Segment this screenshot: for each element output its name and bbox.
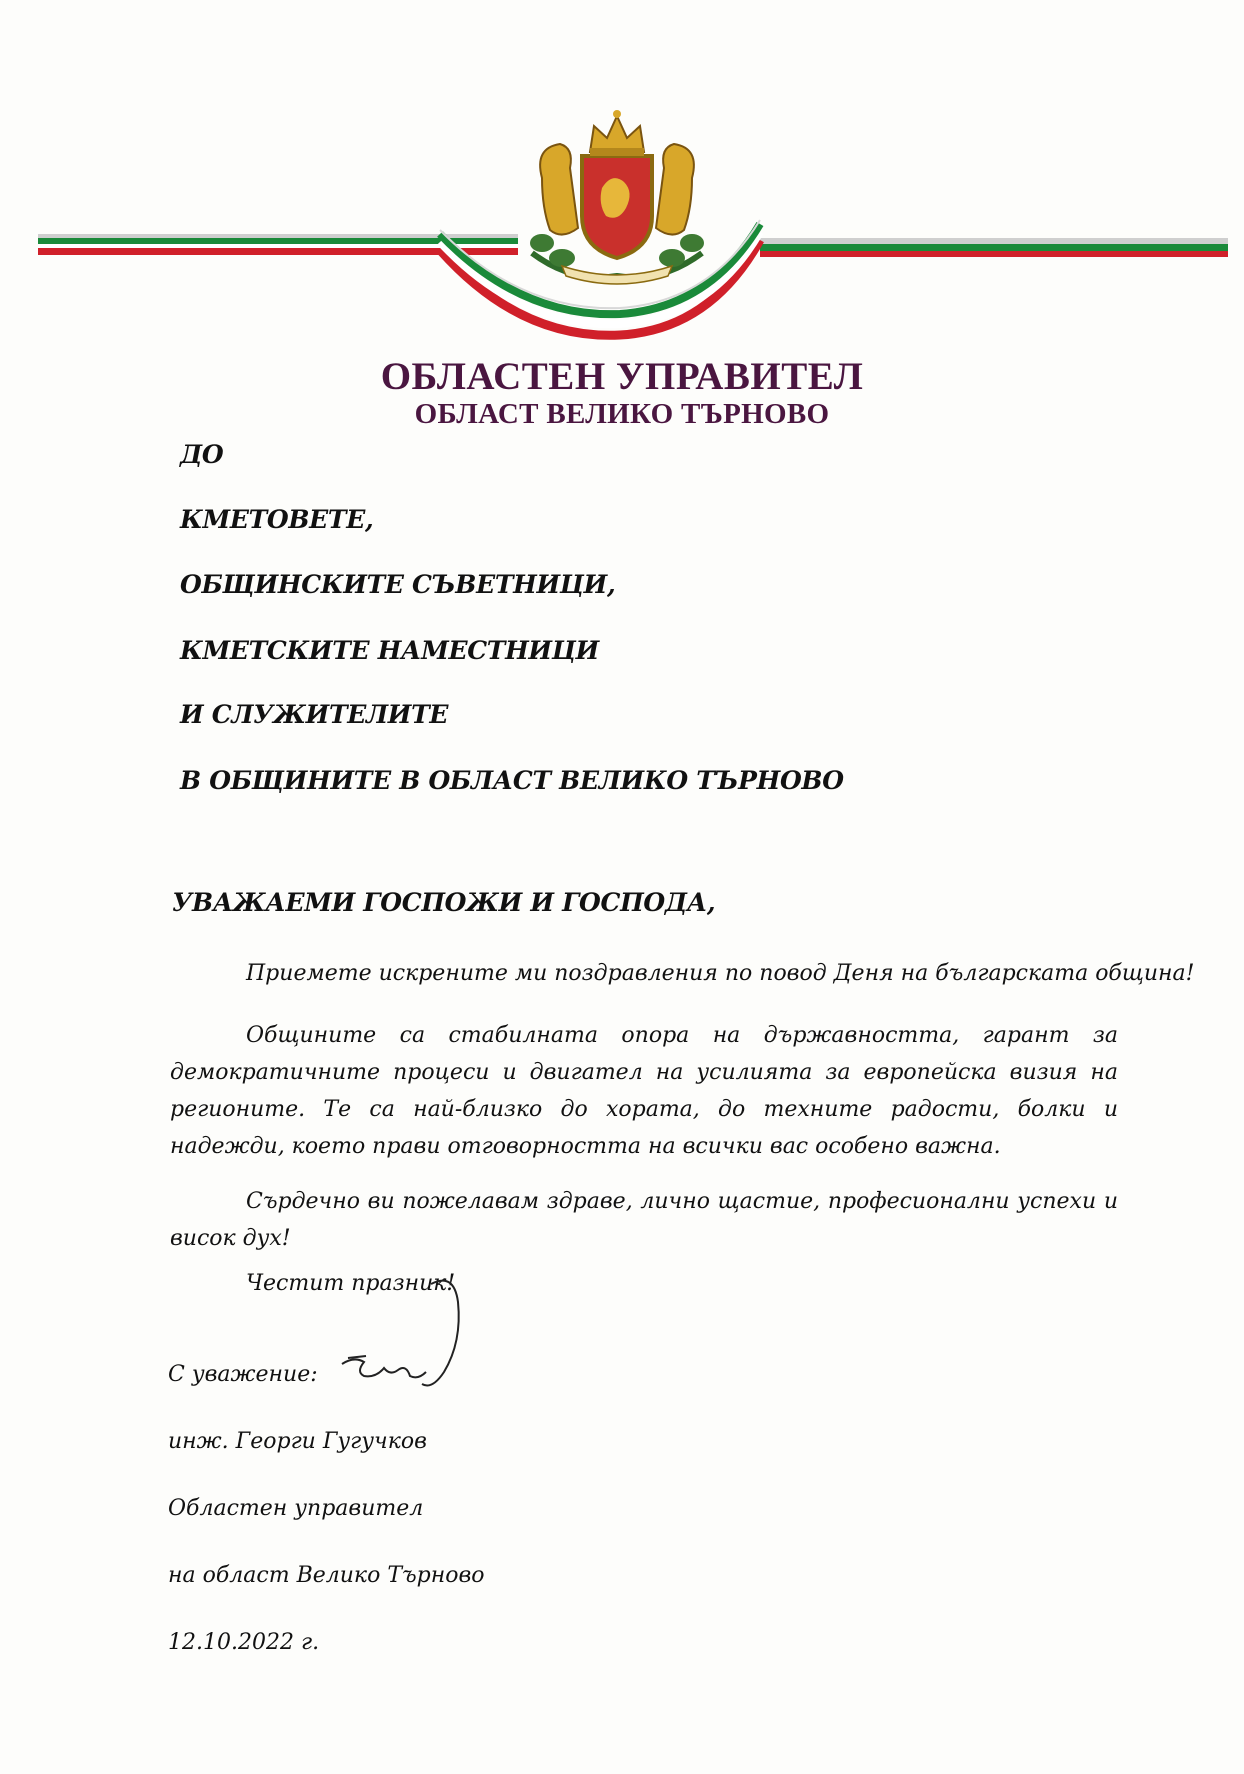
closing-regards: С уважение: <box>168 1362 318 1387</box>
addressee-line: КМЕТСКИТЕ НАМЕСТНИЦИ <box>180 636 599 665</box>
handwritten-signature <box>336 1272 486 1402</box>
signatory-region: на област Велико Търново <box>168 1563 485 1588</box>
addressee-line: ОБЩИНСКИТЕ СЪВЕТНИЦИ, <box>180 570 616 599</box>
addressee-line: В ОБЩИНИТЕ В ОБЛАСТ ВЕЛИКО ТЪРНОВО <box>180 766 844 795</box>
signatory-position: Областен управител <box>168 1496 424 1521</box>
letterhead-title: ОБЛАСТЕН УПРАВИТЕЛ <box>380 355 864 398</box>
body-paragraph: Сърдечно ви пожелавам здраве, лично щастие, професионални успехи и висок дух! <box>170 1189 1118 1251</box>
bulgarian-coat-of-arms-icon <box>512 108 722 288</box>
body-paragraph: Общините са стабилната опора на държавността, гарант за демократичните процеси и двигател на усилията за европейска визия на регионите. Те са най-близко до хората, до техните радости, болки и надежди, което прави отговорността на всички вас особено важна. <box>170 1023 1118 1159</box>
addressee-line: ДО <box>180 440 224 469</box>
addressee-line: И СЛУЖИТЕЛИТЕ <box>180 700 449 729</box>
body-paragraph: Честит празник! <box>246 1271 456 1296</box>
salutation: УВАЖАЕМИ ГОСПОЖИ И ГОСПОДА, <box>172 888 716 917</box>
addressee-line: КМЕТОВЕТЕ, <box>180 505 374 534</box>
signatory-name: инж. Георги Гугучков <box>168 1429 427 1454</box>
letterhead-subtitle: ОБЛАСТ ВЕЛИКО ТЪРНОВО <box>414 398 830 430</box>
letter-date: 12.10.2022 г. <box>168 1630 320 1655</box>
body-paragraph: Приемете искрените ми поздравления по повод Деня на българската община! <box>246 961 1195 986</box>
